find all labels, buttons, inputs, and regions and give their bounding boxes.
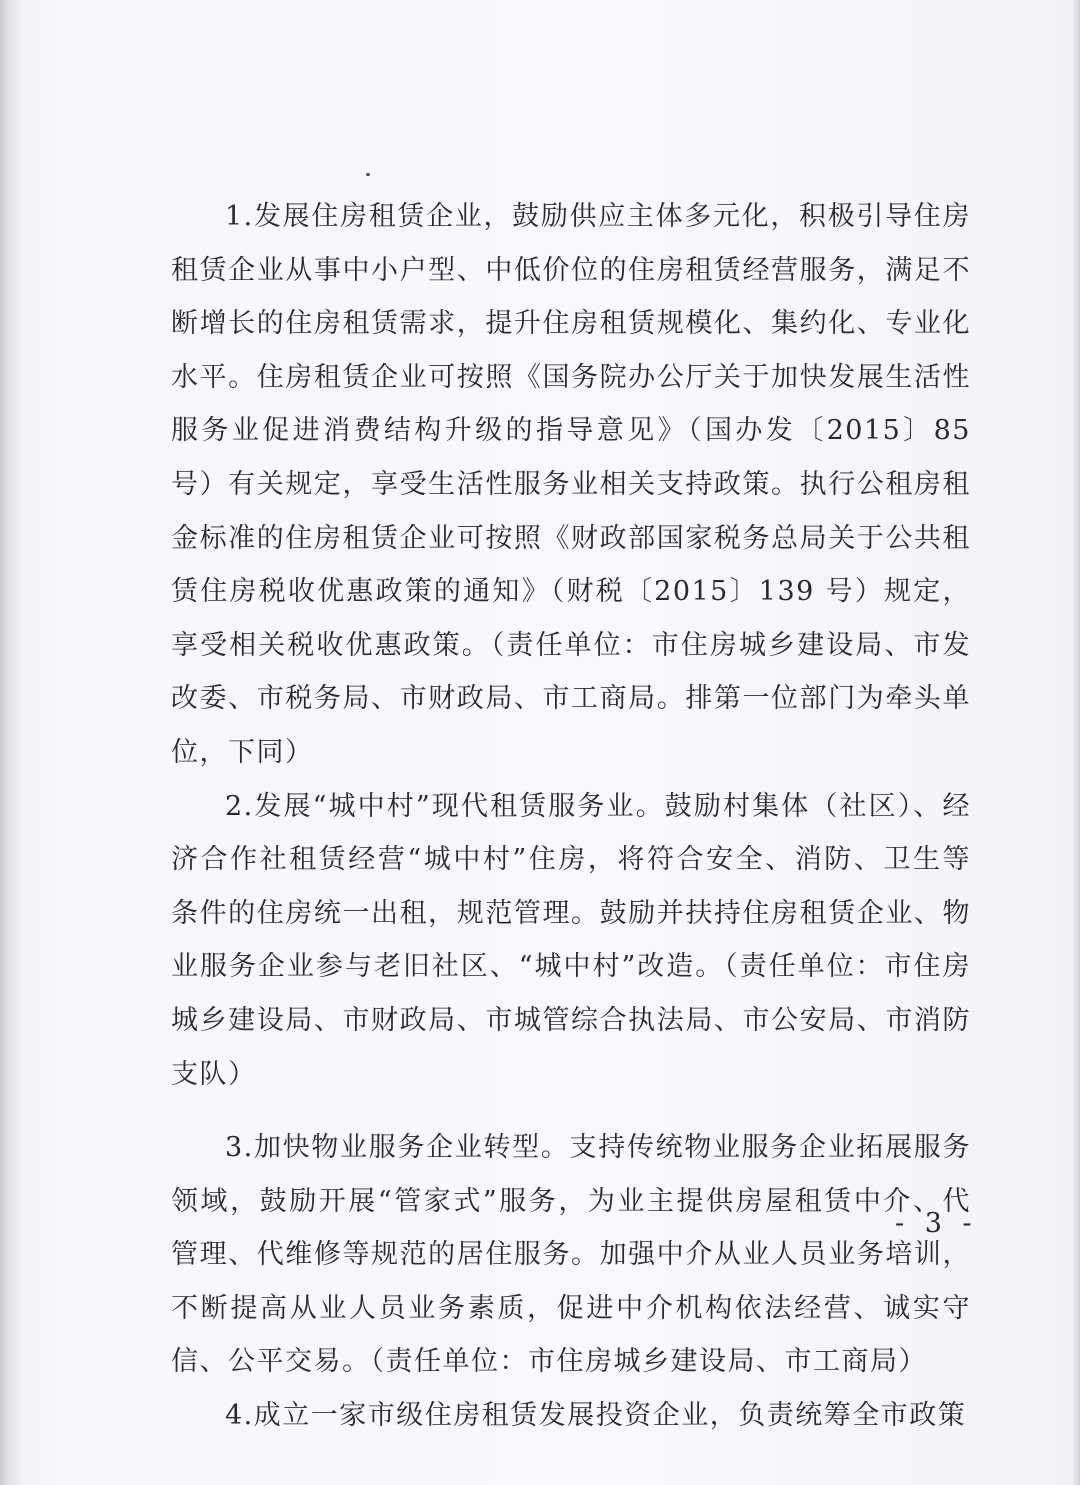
- paper-right-edge: [1072, 0, 1080, 1485]
- paragraph-item-4: 4.成立一家市级住房租赁发展投资企业，负责统筹全市政策: [225, 1400, 967, 1432]
- paper-left-edge: [0, 0, 22, 1485]
- paragraph-item-1: 1.发展住房租赁企业，鼓励供应主体多元化，积极引导住房租赁企业从事中小户型、中低价位的住房租赁经营服务，满足不断增长的住房租赁需求，提升住房租赁规模化、集约化、专业化水平。住房租赁企业可按照《国务院办公厅关于加快发展生活性服务业促进消费结构升级的指导意见》（国办发〔2015〕85 号）有关规定，享受生活性服务业相关支持政策。执行公租房租金标准的住房租赁企业可按照《财政部国家税务总局关于公共租赁住房税收优惠政策的通知》（财税〔2015〕139 号）规定，享受相关税收优惠政策。（责任单位：市住房城乡建设局、市发改委、市税务局、市财政局、市工商局。排第一位部门为牵头单位，下同）: [171, 201, 971, 768]
- page-number: - 3 -: [895, 1208, 978, 1239]
- paragraph-item-3: 3.加快物业服务企业转型。支持传统物业服务企业拓展服务领域，鼓励开展“管家式”服务，为业主提供房屋租赁中介、代管理、代维修等规范的居住服务。加强中介从业人员业务培训，不断提高从业人员业务素质，促进中介机构依法经营、诚实守信、公平交易。（责任单位：市住房城乡建设局、市工商局）: [171, 1132, 971, 1378]
- paragraph-item-2: 2.发展“城中村”现代租赁服务业。鼓励村集体（社区）、经济合作社租赁经营“城中村”住房，将符合安全、消防、卫生等条件的住房统一出租，规范管理。鼓励并扶持住房租赁企业、物业服务企业参与老旧社区、“城中村”改造。（责任单位：市住房城乡建设局、市财政局、市城管综合执法局、市公安局、市消防支队）: [171, 790, 971, 1090]
- ink-speck: [366, 173, 370, 176]
- document-body: [171, 190, 971, 1443]
